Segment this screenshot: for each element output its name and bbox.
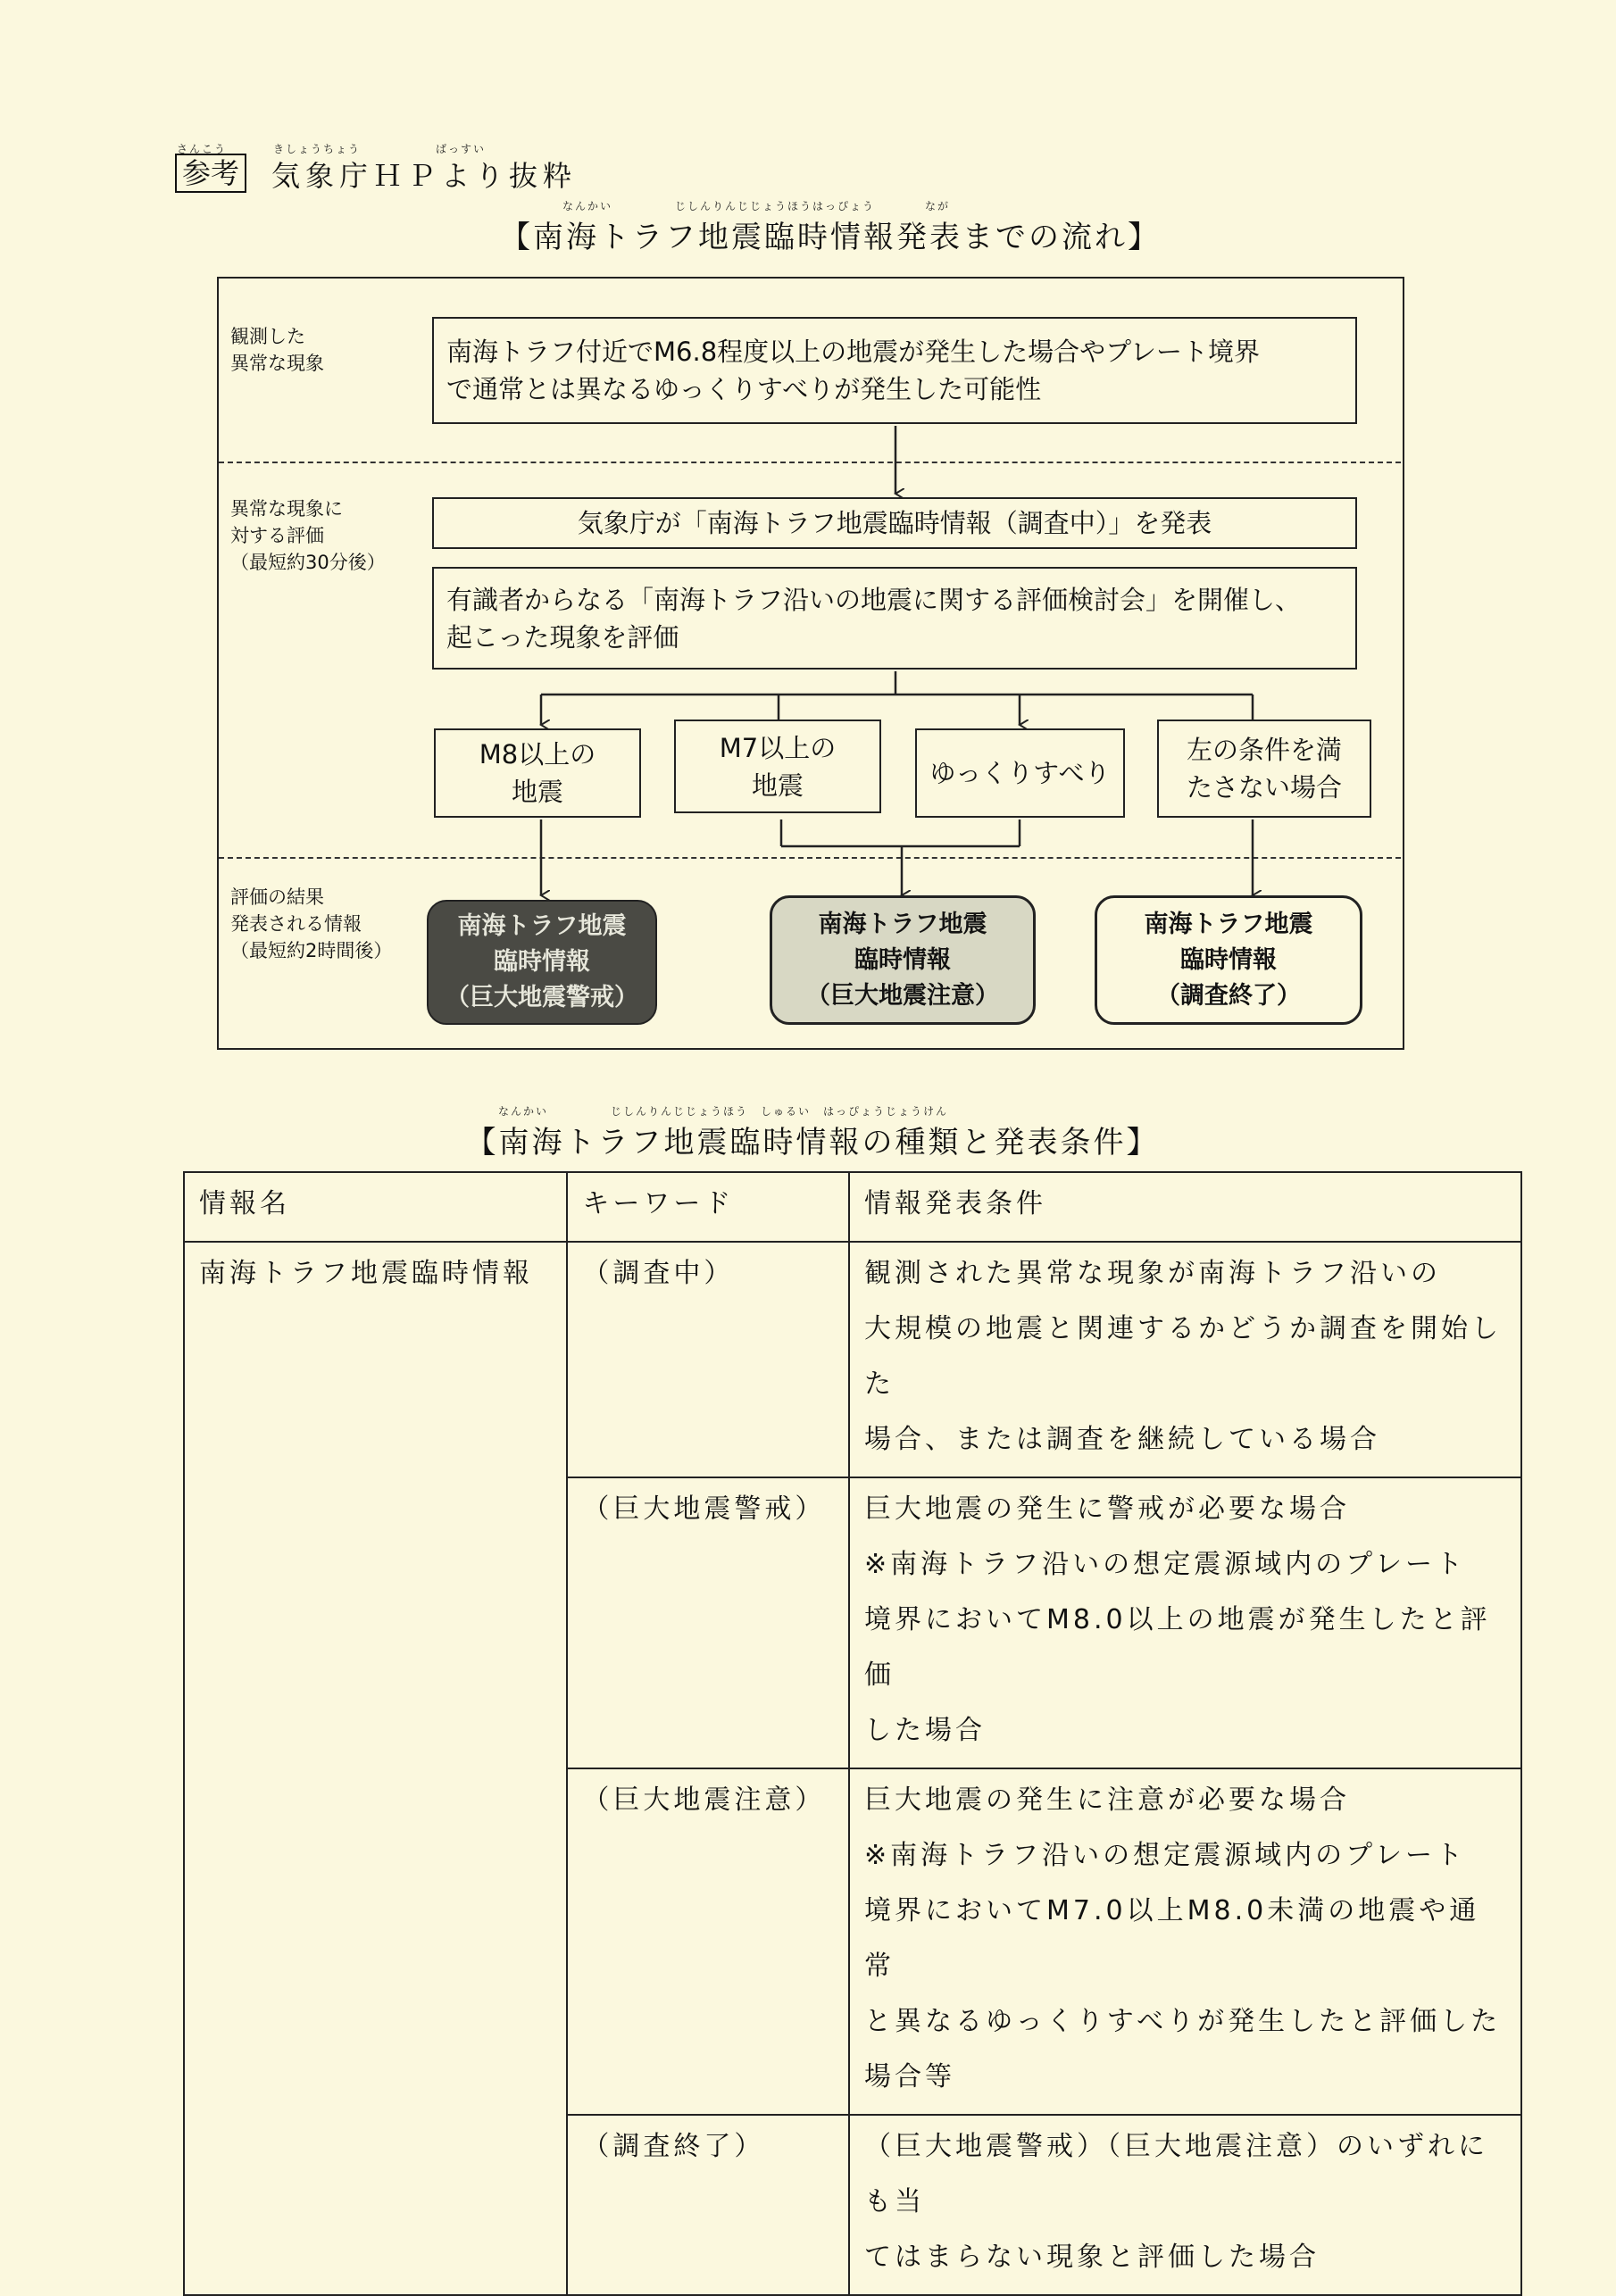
result-caution-text: 南海トラフ地震 臨時情報 （巨大地震注意） [806, 910, 999, 1010]
header-keyword: キーワード [567, 1172, 849, 1242]
condition-m7-text: M7以上の 地震 [719, 732, 837, 801]
header-condition: 情報発表条件 [849, 1172, 1521, 1242]
condition-m8-text: M8以上の 地震 [479, 739, 596, 807]
label-observed: 観測した 異常な現象 [230, 326, 324, 374]
condition-m8-box [434, 728, 641, 818]
condition-other-box [1157, 720, 1371, 818]
source-ruby: きしょうちょう ばっすい [273, 143, 487, 155]
condition-cell: 観測された異常な現象が南海トラフ沿いの 大規模の地震と関連するかどうか調査を開始した 場合、または調査を継続している場合 [849, 1242, 1521, 1477]
result-caution [770, 895, 1036, 1025]
table-header-row [184, 1172, 1521, 1242]
info-name-cell: 南海トラフ地震臨時情報 [184, 1242, 567, 2295]
reference-badge: 参考 [175, 154, 246, 193]
result-warning [427, 900, 657, 1025]
badge-ruby: さんこう [177, 143, 228, 155]
keyword-cell: （調査終了） [567, 2115, 849, 2295]
evaluation-text: 有識者からなる「南海トラフ沿いの地震に関する評価検討会」を開催し、 起こった現象を評価 [446, 584, 1302, 653]
condition-slow-slip-text: ゆっくりすべり [929, 758, 1111, 788]
observed-text: 南海トラフ付近でM6.8程度以上の地震が発生した場合やプレート境界 で通常とは異なるゆっくりすべりが発生した可能性 [446, 337, 1260, 404]
keyword-cell: （巨大地震注意） [567, 1768, 849, 2115]
condition-cell: （巨大地震警戒）（巨大地震注意）のいずれにも当 てはまらない現象と評価した場合 [849, 2115, 1521, 2295]
condition-slow-slip-box [915, 728, 1125, 818]
result-ended-text: 南海トラフ地震 臨時情報 （調査終了） [1144, 910, 1313, 1010]
condition-cell: 巨大地震の発生に警戒が必要な場合 ※南海トラフ沿いの想定震源域内のプレート 境界においてM8.0以上の地震が発生したと評価 した場合 [849, 1477, 1521, 1768]
table-title-ruby: なんかい じしんりんじじょうほう しゅるい はっぴょうじょうけん [498, 1105, 949, 1118]
flow-title: 【南海トラフ地震臨時情報発表までの流れ】 [500, 220, 1161, 255]
keyword-cell: （巨大地震警戒） [567, 1477, 849, 1768]
flow-title-ruby: なんかい じしんりんじじょうほうはっぴょう なが [562, 200, 951, 212]
evaluation-box [432, 567, 1357, 670]
conditions-table [183, 1171, 1522, 2296]
label-evaluation: 異常な現象に 対する評価 （最短約30分後） [230, 498, 386, 573]
condition-cell: 巨大地震の発生に注意が必要な場合 ※南海トラフ沿いの想定震源域内のプレート 境界においてM7.0以上M8.0未満の地震や通常 と異なるゆっくりすべりが発生したと評価した 場合等 [849, 1768, 1521, 2115]
source-heading: 気象庁ＨＰより抜粋 [271, 159, 578, 193]
result-ended [1095, 895, 1362, 1025]
label-result: 評価の結果 発表される情報 （最短約2時間後） [230, 886, 393, 961]
table-title: 【南海トラフ地震臨時情報の種類と発表条件】 [465, 1125, 1160, 1160]
announce-box [432, 497, 1357, 549]
condition-other-text: 左の条件を満 たさない場合 [1186, 735, 1342, 803]
result-warning-text: 南海トラフ地震 臨時情報 （巨大地震警戒） [446, 912, 638, 1011]
announce-text: 気象庁が「南海トラフ地震臨時情報（調査中）」を発表 [577, 508, 1212, 538]
header-info-name: 情報名 [184, 1172, 567, 1242]
keyword-cell: （調査中） [567, 1242, 849, 1477]
condition-m7-box [674, 720, 881, 813]
table-row [184, 1242, 1521, 1477]
